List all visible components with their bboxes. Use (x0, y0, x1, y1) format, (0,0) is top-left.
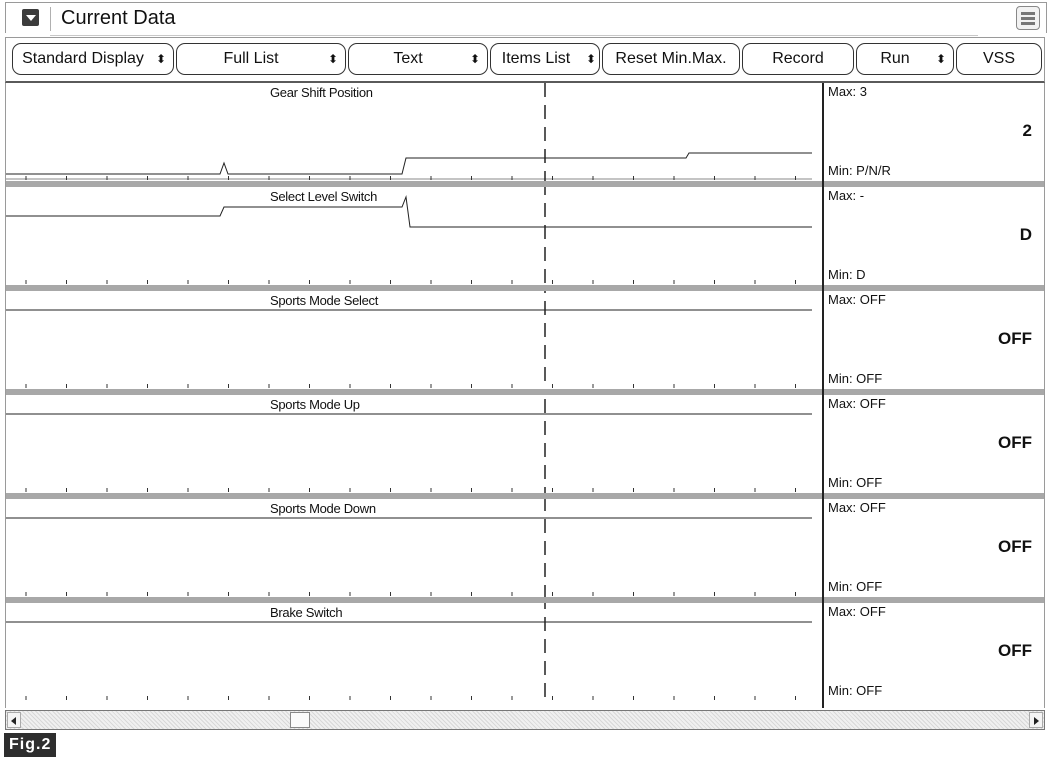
updown-arrows-icon: ⬍ (935, 52, 945, 66)
select-level-waveform (6, 187, 822, 285)
min-value: Min: OFF (828, 579, 883, 594)
sports-mode-down-waveform (6, 499, 822, 597)
record-button[interactable] (742, 43, 854, 75)
standard-display-label: Standard Display (22, 50, 144, 67)
text-button[interactable] (348, 43, 488, 75)
figure-label: Fig.2 (4, 733, 56, 757)
current-value: OFF (998, 641, 1032, 660)
panel-title: Select Level Switch (270, 189, 378, 204)
reset-min-max-button[interactable] (602, 43, 740, 75)
current-value: OFF (998, 537, 1032, 556)
min-value: Min: OFF (828, 683, 883, 698)
toolbar (5, 37, 1045, 83)
updown-arrows-icon: ⬍ (585, 52, 595, 66)
standard-display-button[interactable] (12, 43, 174, 75)
sports-mode-up-waveform (6, 395, 822, 493)
record-label: Record (772, 50, 824, 67)
sports-mode-select-waveform (6, 291, 822, 389)
graph-panels (5, 83, 1045, 708)
title-underline (50, 35, 978, 36)
run-label: Run (880, 50, 910, 67)
window-title-bar (5, 2, 1047, 33)
updown-arrows-icon: ⬍ (327, 52, 337, 66)
collapse-toggle-icon[interactable] (22, 9, 39, 26)
panel-sports-mode-select[interactable] (6, 291, 1044, 389)
items-list-label: Items List (501, 50, 571, 67)
scrollbar-thumb[interactable] (290, 712, 310, 728)
max-value: Max: OFF (828, 500, 886, 515)
min-value: Min: OFF (828, 475, 883, 490)
vss-button[interactable] (956, 43, 1042, 75)
panel-select-level-switch[interactable] (6, 187, 1044, 285)
panel-title: Sports Mode Select (270, 293, 379, 308)
max-value: Max: OFF (828, 604, 886, 619)
vss-label: VSS (982, 50, 1015, 67)
run-button[interactable] (856, 43, 954, 75)
panel-title: Gear Shift Position (270, 85, 373, 100)
min-value: Min: P/N/R (828, 163, 891, 178)
max-value: Max: OFF (828, 292, 886, 307)
items-list-button[interactable] (490, 43, 600, 75)
panel-gear-shift-position[interactable] (6, 83, 1044, 181)
max-value: Max: OFF (828, 396, 886, 411)
panel-sports-mode-up[interactable] (6, 395, 1044, 493)
max-value: Max: 3 (828, 84, 868, 99)
min-value: Min: D (828, 267, 866, 282)
text-label: Text (393, 50, 423, 67)
panel-title: Sports Mode Down (270, 501, 376, 516)
reset-min-max-label: Reset Min.Max. (615, 50, 727, 67)
current-value: OFF (998, 433, 1032, 452)
horizontal-scrollbar[interactable] (5, 710, 1045, 730)
title-separator (50, 7, 51, 31)
gear-shift-waveform (6, 83, 822, 181)
updown-arrows-icon: ⬍ (469, 52, 479, 66)
value-column-separator (822, 83, 824, 708)
full-list-label: Full List (223, 50, 279, 67)
updown-arrows-icon: ⬍ (155, 52, 165, 66)
brake-switch-waveform (6, 603, 822, 701)
min-value: Min: OFF (828, 371, 883, 386)
current-value: OFF (998, 329, 1032, 348)
scroll-right-icon[interactable] (1029, 712, 1043, 728)
max-value: Max: - (828, 188, 865, 203)
full-list-button[interactable] (176, 43, 346, 75)
menu-icon[interactable] (1016, 6, 1040, 30)
scroll-left-icon[interactable] (7, 712, 21, 728)
panel-title: Brake Switch (270, 605, 343, 620)
panel-sports-mode-down[interactable] (6, 499, 1044, 597)
panel-title: Sports Mode Up (270, 397, 360, 412)
current-value: D (1019, 225, 1032, 244)
panel-brake-switch[interactable] (6, 603, 1044, 701)
current-value: 2 (1022, 121, 1032, 140)
window-title: Current Data (61, 7, 176, 29)
